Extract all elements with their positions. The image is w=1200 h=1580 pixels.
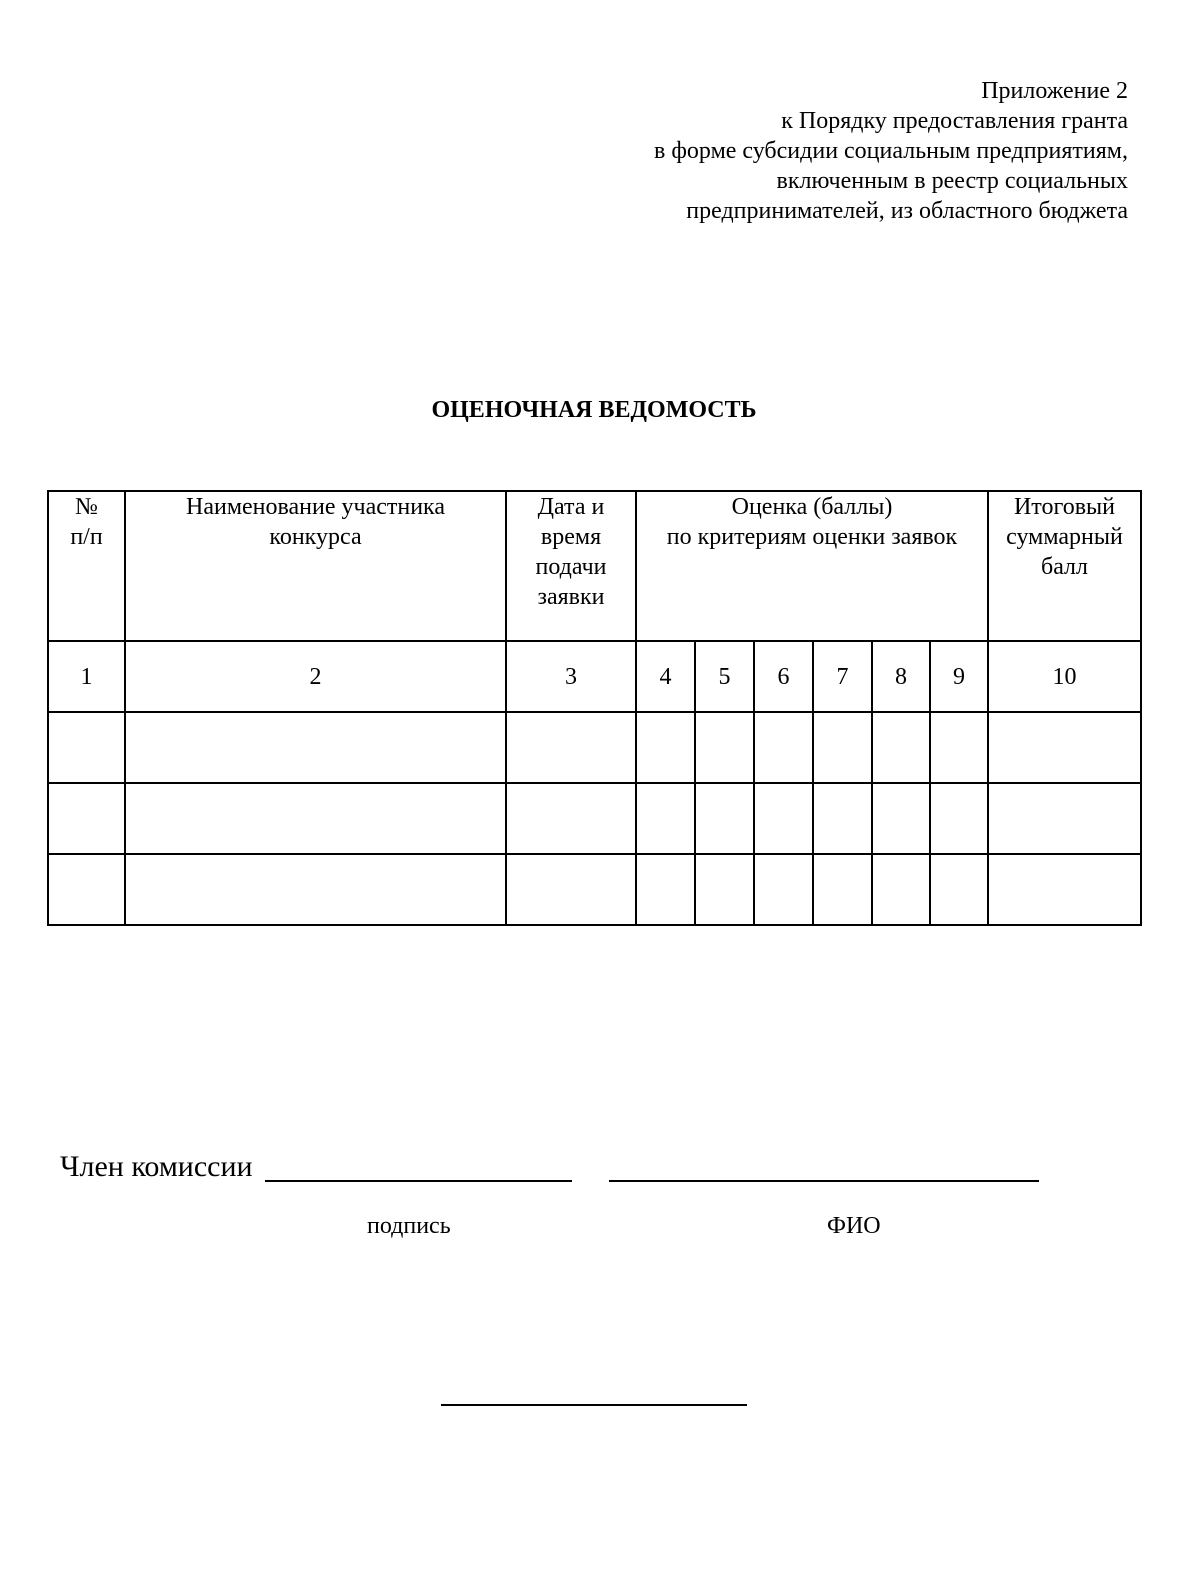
column-number: 3 bbox=[506, 641, 636, 712]
column-number: 5 bbox=[695, 641, 754, 712]
table-cell bbox=[813, 854, 872, 925]
column-number: 1 bbox=[48, 641, 125, 712]
header-number: № п/п bbox=[48, 491, 125, 641]
appendix-block bbox=[654, 76, 1128, 226]
table-cell bbox=[872, 854, 930, 925]
table-cell bbox=[125, 854, 506, 925]
signature-line bbox=[265, 1180, 572, 1182]
table-cell bbox=[636, 712, 695, 783]
appendix-line: предпринимателей, из областного бюджета bbox=[686, 198, 1128, 224]
table-cell bbox=[988, 854, 1141, 925]
table-cell bbox=[754, 783, 813, 854]
appendix-line: к Порядку предоставления гранта bbox=[781, 108, 1128, 134]
table-cell bbox=[695, 783, 754, 854]
table-cell bbox=[636, 783, 695, 854]
table-row bbox=[48, 854, 1141, 925]
table-cell bbox=[506, 783, 636, 854]
table-cell bbox=[988, 783, 1141, 854]
appendix-line: в форме субсидии социальным предприятиям, bbox=[654, 138, 1128, 164]
table-cell bbox=[695, 854, 754, 925]
table-cell bbox=[754, 712, 813, 783]
column-number: 2 bbox=[125, 641, 506, 712]
header-row bbox=[48, 491, 1141, 641]
table-cell bbox=[872, 783, 930, 854]
header-total: Итоговый суммарный балл bbox=[988, 491, 1141, 641]
table-cell bbox=[48, 783, 125, 854]
column-number: 10 bbox=[988, 641, 1141, 712]
column-number: 6 bbox=[754, 641, 813, 712]
header-date: Дата и время подачи заявки bbox=[506, 491, 636, 641]
table-row bbox=[48, 712, 1141, 783]
signature-caption: подпись bbox=[367, 1213, 451, 1239]
column-number: 9 bbox=[930, 641, 988, 712]
table-cell bbox=[125, 783, 506, 854]
name-caption: ФИО bbox=[827, 1213, 881, 1239]
table-cell bbox=[754, 854, 813, 925]
table-cell bbox=[813, 783, 872, 854]
document-title: ОЦЕНОЧНАЯ ВЕДОМОСТЬ bbox=[431, 397, 757, 423]
table-cell bbox=[48, 712, 125, 783]
table-cell bbox=[872, 712, 930, 783]
table-cell bbox=[48, 854, 125, 925]
column-number: 8 bbox=[872, 641, 930, 712]
table-row bbox=[48, 783, 1141, 854]
table-cell bbox=[988, 712, 1141, 783]
column-number: 7 bbox=[813, 641, 872, 712]
table-cell bbox=[930, 712, 988, 783]
table-cell bbox=[506, 712, 636, 783]
signature-label: Член комиссии bbox=[60, 1150, 253, 1183]
evaluation-table bbox=[47, 490, 1142, 926]
table-cell bbox=[695, 712, 754, 783]
column-number-row bbox=[48, 641, 1141, 712]
name-line bbox=[609, 1180, 1039, 1182]
table-cell bbox=[125, 712, 506, 783]
appendix-line: включенным в реестр социальных bbox=[776, 168, 1128, 194]
table-cell bbox=[930, 783, 988, 854]
header-scores: Оценка (баллы) по критериям оценки заявок bbox=[636, 491, 988, 641]
table-cell bbox=[813, 712, 872, 783]
column-number: 4 bbox=[636, 641, 695, 712]
table-cell bbox=[930, 854, 988, 925]
header-participant: Наименование участника конкурса bbox=[125, 491, 506, 641]
table-cell bbox=[636, 854, 695, 925]
appendix-line: Приложение 2 bbox=[981, 78, 1128, 104]
date-line bbox=[441, 1404, 747, 1406]
table-cell bbox=[506, 854, 636, 925]
